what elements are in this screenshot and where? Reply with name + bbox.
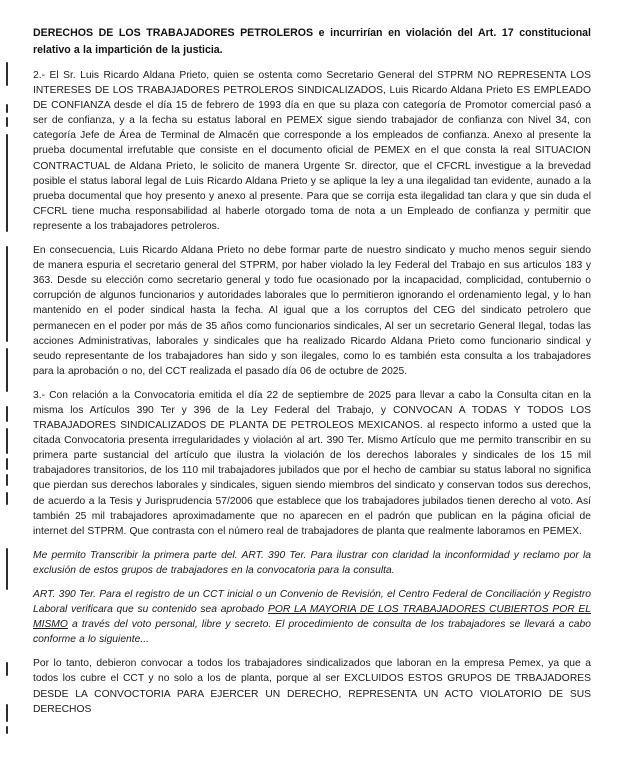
revision-bar xyxy=(6,246,8,342)
revision-bar xyxy=(6,492,8,505)
paragraph-art390 xyxy=(33,587,591,647)
revision-bar xyxy=(6,548,8,590)
document-body xyxy=(33,25,591,717)
revision-bar xyxy=(6,134,8,232)
revision-bar xyxy=(6,62,8,86)
paragraph-portanto: Por lo tanto, debieron convocar a todos los trabajadores sindicalizados que laboran en la empresa Pemex, ya que a todos los cubre el CCT y no solo a los de planta, porque al ser EXCLUIDOS ESTOS GRUPOS DE TRBAJADORES DESDE LA CONVOCTORIA PARA EJERCER UN DERECHO, REPRESENTA UN ACTO VIOLATORIO DE SUS DERECHOS xyxy=(33,658,591,715)
revision-bar xyxy=(6,458,8,470)
art390-underlined-clause: POR LA MAYORIA DE LOS TRABAJADORES CUBIERTOS POR EL MISMO xyxy=(33,604,592,631)
revision-bar xyxy=(6,348,8,392)
paragraph-convocatoria: 3.- Con relación a la Convocatoria emitida el día 22 de septiembre de 2025 para llevar a cabo la Consulta citan en la misma los Artículos 390 Ter y 396 de la Ley Federal del Trabajo, y CONVOCAN A TODAS Y TODOS LOS TRABAJADORES SINDICALIZADOS DE PLANTA DE PETROLEOS MEXICANOS. al respecto informo a usted que la citada Convocatoria presenta irregularidades y violación al art. 390 Ter. Mismo Artículo que me permito transcribir en su primera parte sustancial del artículo que ilustra la violación de los derechos laborales y sindicales de los 15 mil trabajadores transitorios, de los 110 mil trabajadores jubilados que por el hecho de cambiar su status laboral no significa que pierdan sus derechos laborales y sindicales, siguen siendo miembros del sindicato y conservan todos sus derechos, de acuerdo a la Tesis y Jurisprudencia 57/2006 que establece que los trabajadores jubilados tienen derecho al voto. Así también 25 mil trabajadores aproximadamente que no aparecen en el padrón que publican en la página oficial de internet del STPRM. Que contrasta con el número real de trabajadores de planta que realmente laboramos en PEMEX. xyxy=(33,389,591,537)
revision-bar xyxy=(6,726,8,734)
paragraph-aldana-status: 2.- El Sr. Luis Ricardo Aldana Prieto, quien se ostenta como Secretario General del STPRM NO REPRESENTA LOS INTERESES DE LOS TRABAJADORES PETROLEROS SINDICALIZADOS, Luis Ricardo Aldana Prieto ES EMPLEADO DE CONFIANZA desde el día 15 de febrero de 1993 día en que su plaza con categoría de Promotor comercial pasó a ser de confianza, y a la fecha su estatus laboral en PEMEX sigue siendo trabajador de confianza con Nivel 34, con categoría Jefe de Área de Terminal de Almacén que corresponde a los empleados de confianza. Anexo al presente la prueba documental irrefutable que consiste en el documento oficial de PEMEX en el que consta la real SITUACION CONTRACTUAL de Aldana Prieto, le solicito de manera Urgente Sr. director, que el CFCRL investigue a la brevedad posible el status laboral legal de Luis Ricardo Aldana Prieto y se aplique la ley a una ilegalidad tan evidente, aunado a la prueba documental que hoy presento y anexo al presente. Para que se corrija esta ilegalidad tan clara y que sin duda el CFCRL tiene mucha responsabilidad al haberle otorgado toma de nota a un Empleado de confianza y permitir que represente a los trabajadores petroleros. xyxy=(33,70,591,232)
art390-closing-text: a través del voto personal, libre y secreto. El procedimiento de consulta de los trabajadores se llevará a cabo conforme a lo siguiente... xyxy=(33,619,591,646)
document-heading: DERECHOS DE LOS TRABAJADORES PETROLEROS e incurrirían en violación del Art. 17 constitucional relativo a la impartición de la justicia. xyxy=(33,27,591,56)
paragraph-transcribir: Me permito Transcribir la primera parte del. ART. 390 Ter. Para ilustrar con claridad la inconformidad y reclamo por la exclusión de estos grupos de trabajadores en la convocatoria para la consulta. xyxy=(33,549,591,576)
revision-bar xyxy=(6,104,8,113)
revision-bar xyxy=(6,474,8,486)
paragraph-consecuencia: En consecuencia, Luis Ricardo Aldana Prieto no debe formar parte de nuestro sindicato y mucho menos seguir siendo de manera espuria el secretario general del STPRM, por haber violado la ley Federal del Trabajo en sus articulos 183 y 363. Desde su elección como secretario general y todo fue ocasionado por la incapacidad, complicidad, contubernio o corrupción de algunos funcionarios y autoridades laborales que lo permitieron ignorando el ordenamiento legal, y lo han mantenido en el poder sindical hasta la fecha. Al igual que a los corruptos del CEG del sindicato petrolero que permanecen en el poder por más de 35 años como funcionarios sindicales, Al ser un secretario General Ilegal, todas las acciones Administrativas, laborales y sindicales que ha realizado Ricardo Aldana Prieto como funcionario sindical y seudo representante de los trabajadores han sido y son ilegales, como lo es también esta consulta a los trabajadores para la aprobación o no, del CCT realizada el pasado día 06 de octubre de 2025. xyxy=(33,245,591,377)
revision-bar xyxy=(6,406,8,422)
art390-intro-text: ART. 390 Ter. Para el registro de un CCT inicial o un Convenio de Revisión, el Centro Federal de Conciliación y Registro Laboral verificara que su contenido sea aprobado xyxy=(33,589,591,616)
revision-bar xyxy=(6,428,8,454)
revision-bar xyxy=(6,704,8,722)
revision-bar xyxy=(6,662,8,676)
revision-bar xyxy=(6,117,8,127)
